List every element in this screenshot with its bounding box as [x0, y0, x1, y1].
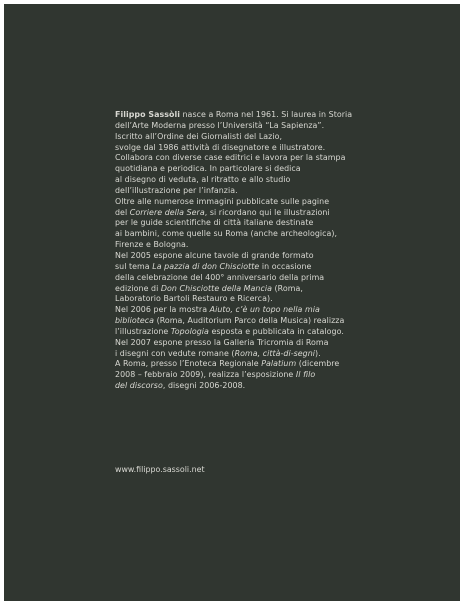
bio-text-run: del: [115, 207, 130, 217]
italic-title: Aiuto, c’è un topo nella mia: [209, 305, 320, 315]
bio-text-run: ai bambini, come quelle su Roma (anche archeologica),: [115, 229, 338, 239]
bio-line: [115, 284, 415, 295]
italic-title: Topologia: [170, 326, 209, 336]
italic-title: Corriere della Sera: [129, 207, 205, 217]
bio-text-run: (dicembre: [296, 359, 340, 369]
bio-line: [115, 186, 415, 197]
bio-line: [115, 164, 415, 175]
bio-text-run: (Roma,: [271, 283, 303, 293]
bio-line: [115, 132, 415, 143]
bio-text-run: (Roma, Auditorium Parco della Musica) realizza: [154, 316, 345, 326]
bio-text-run: dell’illustrazione per l’infanzia.: [115, 185, 238, 195]
bio-line: [115, 197, 415, 208]
bio-text-run: , disegni 2006-2008.: [162, 381, 246, 391]
bio-line: [115, 110, 415, 121]
bio-line: [115, 294, 415, 305]
bio-line: [115, 240, 415, 251]
bio-line: [115, 316, 415, 327]
bio-text-run: Collabora con diverse case editrici e lavora per la stampa: [115, 153, 346, 163]
author-name: Filippo Sassòli: [115, 110, 180, 119]
bio-text-run: esposta e pubblicata in catalogo.: [208, 326, 344, 336]
bio-text-run: della celebrazione del 400° anniversario della prima: [115, 272, 325, 282]
bio-line: [115, 349, 415, 360]
bio-text-run: quotidiana e periodica. In particolare si dedica: [115, 164, 301, 174]
bio-line: [115, 370, 415, 381]
bio-text-run: al disegno di veduta, al ritratto e allo studio: [115, 175, 291, 185]
bio-line: [115, 273, 415, 284]
bio-text-run: , si ricordano qui le illustrazioni: [204, 207, 330, 217]
bio-text-run: l’illustrazione: [115, 326, 171, 336]
bio-text-run: edizione di: [115, 283, 161, 293]
bio-text-run: ).: [315, 348, 321, 358]
bio-line: [115, 175, 415, 186]
bio-line: [115, 305, 415, 316]
italic-title: Il filo: [295, 370, 316, 380]
bio-line: [115, 251, 415, 262]
bio-text-run: A Roma, presso l’Enoteca Regionale: [115, 359, 262, 369]
bio-line: [115, 262, 415, 273]
italic-title: Palatium: [261, 359, 297, 369]
bio-text-run: Iscritto all’Ordine dei Giornalisti del Lazio,: [115, 131, 283, 141]
bio-text-run: Nel 2006 per la mostra: [115, 305, 210, 315]
bio-line: [115, 359, 415, 370]
italic-title: Roma, città-di-segni: [234, 348, 316, 358]
bio-line: [115, 229, 415, 240]
bio-line: [115, 143, 415, 154]
bio-line: [115, 153, 415, 164]
bio-line: [115, 381, 415, 392]
bio-line: [115, 218, 415, 229]
bio-text-run: per le guide scientifiche di città italiane destinate: [115, 218, 314, 228]
bio-text-run: nasce a Roma nel 1961. Si laurea in Storia: [179, 110, 353, 119]
bio-text-run: in occasione: [259, 261, 312, 271]
italic-title: Don Chisciotte della Mancia: [160, 283, 272, 293]
italic-title: La pazzia di don Chisciotte: [152, 261, 260, 271]
bio-line: [115, 327, 415, 338]
bio-text-run: Nel 2005 espone alcune tavole di grande formato: [115, 250, 314, 260]
bio-text-run: Firenze e Bologna.: [115, 240, 189, 250]
bio-line: [115, 338, 415, 349]
bio-text-run: Laboratorio Bartoli Restauro e Ricerca).: [115, 294, 273, 304]
website-link: www.filippo.sassoli.net: [115, 465, 205, 474]
biography-text: [115, 110, 415, 392]
italic-title: del discorso: [115, 381, 163, 391]
bio-text-run: svolge dal 1986 attività di disegnatore e illustratore.: [115, 142, 326, 152]
bio-text-run: dell’Arte Moderna presso l’Università “La Sapienza”.: [115, 120, 325, 130]
italic-title: biblioteca: [115, 316, 155, 326]
bio-text-run: i disegni con vedute romane (: [115, 348, 235, 358]
bio-text-run: 2008 – febbraio 2009), realizza l’esposizione: [115, 370, 296, 380]
bio-text-run: Nel 2007 espone presso la Galleria Tricromia di Roma: [115, 337, 329, 347]
bio-text-run: sul tema: [115, 261, 153, 271]
bio-text-run: Oltre alle numerose immagini pubblicate sulle pagine: [115, 196, 330, 206]
bio-line: [115, 121, 415, 132]
bio-line: [115, 208, 415, 219]
